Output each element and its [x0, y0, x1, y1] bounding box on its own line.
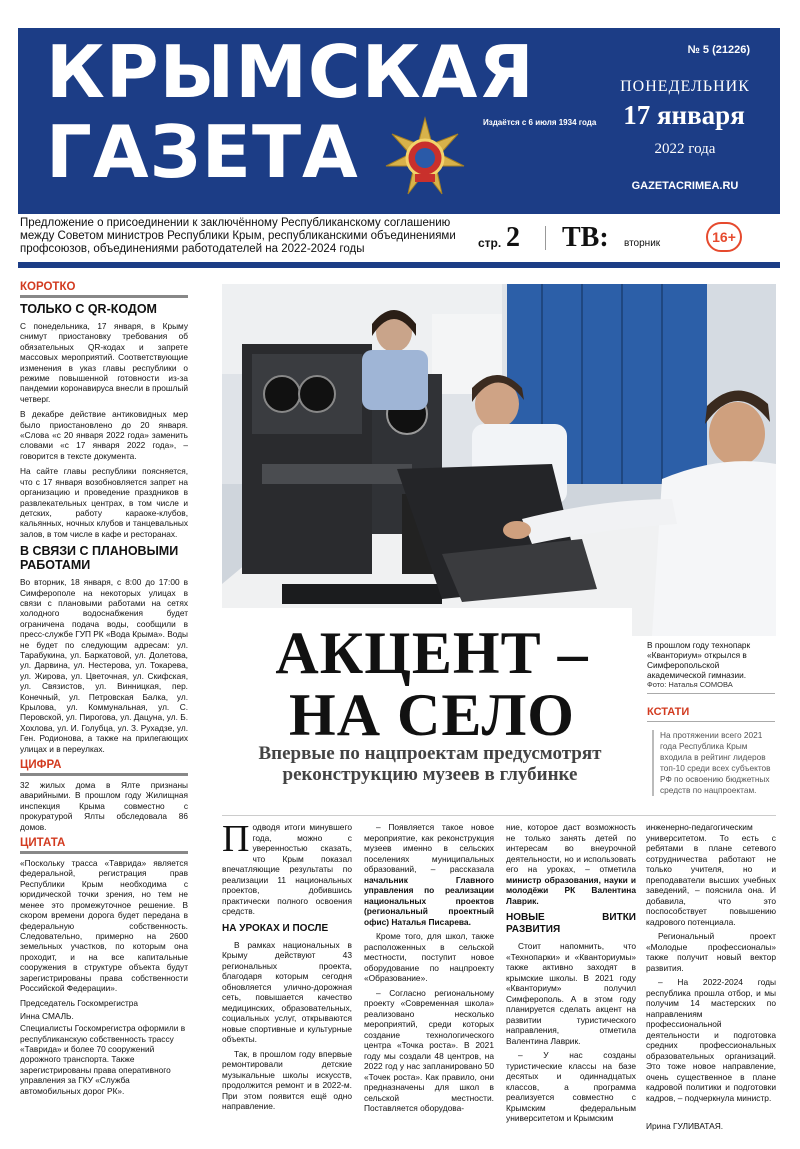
c1-paragraph-2: В рамках национальных в Крыму действуют 43 региональных проекта, благодаря которым сегодня обновляется улично-дорожная сеть, повышается качество медицинских, образовательных, социальных услуг, открываются новые спортивные и культурные объекты. [222, 939, 352, 1044]
kstati-paragraph: На протяжении всего 2021 года Республика Крым входила в рейтинг лидеров топ-10 среди всех субъектов РФ по освоению бюджетных средств по нацпроектам. [652, 730, 776, 796]
c3-paragraph-1: ние, которое даст возможность не только занять детей по интересам во внеурочной деятельности, но и использовать его на уроках, – отметила [506, 822, 636, 874]
issue-date: 17 января [623, 100, 745, 130]
headline-line2: НА СЕЛО [289, 682, 575, 748]
c2-paragraph-2: Кроме того, для школ, также расположенных в сельской местности, поступит новое оборудование по нацпроекту «Образование». [364, 931, 494, 983]
article-column-1 [222, 818, 352, 1116]
c1-paragraph-3: Так, в прошлом году впервые ремонтировали детские музыкальные школы искусств, продолжится ремонт и в 2022-м. При этом появится ещё одно направление. [222, 1048, 352, 1111]
subheading-lessons: НА УРОКАХ И ПОСЛЕ [222, 922, 329, 934]
drop-cap: П [222, 818, 250, 860]
author-byline: Ирина ГУЛИВАТАЯ. [646, 1121, 724, 1131]
technopark-photo [222, 284, 776, 636]
c2-paragraph-3: – Согласно региональному проекту «Современная школа» реализовано несколько мероприятий, среди которых создание технологического центра «Точка роста». В 2021 году мы создали 48 центров, на 2022 год у нас запланировано 50 «Точек роста». Как правило, они предназначены для школ в сельской местности. Поставляется оборудова- [364, 987, 494, 1113]
section-tag-briefly: КОРОТКО [20, 281, 188, 298]
photo-caption-text: В прошлом году технопарк «Кванториум» открылся в Симферопольской академической гимназии. [647, 640, 751, 680]
headline-line1: АКЦЕНТ – [275, 620, 589, 686]
article-subheadline: Впервые по нацпроектам предусмотрят реконструкцию музеев в глубинке [258, 743, 602, 785]
weekday: ПОНЕДЕЛЬНИК [620, 78, 750, 95]
article-column-3 [506, 822, 636, 1128]
body-rule [222, 815, 776, 816]
c3-paragraph-3: – У нас созданы туристические классы на базе десятых и одиннадцатых классов, а программа реализуется совместно с Крымским федеральным университетом и Крымским [506, 1050, 636, 1123]
photo-caption [647, 640, 775, 689]
page-label: стр. [478, 236, 502, 250]
issue-number: № 5 (21226) [687, 44, 750, 56]
c3-paragraph-2: Стоит напомнить, что «Технопарки» и «Кванториумы» также активно заходят в крымские школы. В 2021 году «Кванториум» получил Симферополь. А в этом году планируется сделать акцент на развитии туристического направления, отметила Валентина Лаврик. [506, 941, 636, 1046]
quote-author-title: Председатель Госкомрегистра [20, 998, 139, 1009]
newspaper-title-line1: КРЫМСКАЯ [46, 30, 535, 114]
article-column-2 [364, 822, 494, 1118]
left-column [20, 281, 188, 1098]
c4-paragraph-1: инженерно-педагогическим университетом. То есть с ребятами в плане сетевого сотрудничества работают не только учителя, но и преподаватели высших учебных заведений, – пояснила она. И добавила, что это поспособствует повышению кадрового потенциала. [646, 822, 776, 927]
qr-heading: ТОЛЬКО С QR-КОДОМ [20, 302, 157, 316]
works-paragraph: Во вторник, 18 января, с 8:00 до 17:00 в Симферополе на некоторых улицах в связи с плановыми работами на сетях холодного водоснабжения будет ограничена подача воды, сообщили в пресс-службе ГУП РК «Вода Крыма». Воды не будет по следующим адресам: ул. Тарабукина, ул. Баркатовой, ул. Долетова, ул. Дарвина, ул. Нестерова, ул. Токарева, ул. Жирова, ул. Цветочная, ул. Скифская, ул. Связистов, ул. Винницкая, пер. Конечный, ул. Петровская Балка, ул. Крылова, ул. Коммунальная, ул. С. Перовской, ул. Пирогова, ул. Дацуна, ул. Б. Хохлова, ул. И. Голубца, ул. З. Рухадзе, ул. Ген. Родионова, а также на прилегающих улицах и в переулках. [20, 577, 189, 754]
newspaper-title-line2: ГАЗЕТА [46, 110, 359, 194]
c3-bold-source: министр образования, науки и молодёжи РК Валентина Лаврик. [506, 874, 636, 906]
front-teaser: Предложение о присоединении к заключённому Республиканскому соглашению между Советом министров Республики Крым, республиканскими объединениями профсоюзов, объединениями работодателей на 2022-2024 годы [20, 217, 456, 255]
section-tag-kstati: КСТАТИ [647, 706, 775, 722]
article-column-4 [646, 822, 776, 1107]
article-headline [222, 622, 642, 746]
works-heading: В СВЯЗИ С ПЛАНОВЫМИ РАБОТАМИ [20, 544, 179, 573]
side-rule [647, 693, 775, 694]
figure-paragraph: 32 жилых дома в Ялте признаны аварийными. В прошлом году Жилищная инспекция Крыма совместно с прокуратурой Ялты обследовала 86 домов. [20, 780, 188, 832]
age-rating-badge: 16+ [706, 222, 742, 252]
divider [545, 226, 546, 250]
c2-paragraph-1: – Появляется такое новое мероприятие, как реконструкция музеев именно в сельских поселениях муниципальных образований, – рассказала [364, 822, 494, 874]
c2-bold-source: начальник Главного управления по реализации национальных проектов (региональный проектный офис) Наталья Писарева. [364, 874, 494, 927]
qr-paragraph-2: В декабре действие антиковидных мер было приостановлено до 20 января. «Слова «с 20 января 2022 года» заменить словами «с 17 января 2022 года», – говорится в тексте документа. [20, 409, 188, 461]
tv-label: ТВ: [562, 222, 609, 253]
website: GAZETACRIMEA.RU [631, 180, 739, 192]
quote-note: Специалисты Госкомрегистра оформили в республиканскую собственность трассу «Таврида» и более 70 сооружений дорожного транспорта. Также зарегистрированы права оперативного управления за ГКУ «Служба автомобильных дорог РК». [20, 1023, 186, 1096]
qr-paragraph-1: С понедельника, 17 января, в Крыму снимут приостановку требования об обязательных QR-кодах и запрете массовых мероприятий. Соответствующие изменения в указ главы республики о режиме повышенной готовности из-за пандемии коронавируса внесли в прошлый четверг. [20, 321, 188, 404]
quote-author-name: Инна СМАЛЬ. [20, 1010, 74, 1021]
award-emblem-icon [384, 116, 466, 198]
c4-paragraph-2: Региональный проект «Молодые профессионалы» также получит новый вектор развития. [646, 931, 776, 973]
section-tag-figure: ЦИФРА [20, 759, 188, 776]
masthead [18, 28, 780, 214]
c4-paragraph-3: – На 2022-2024 годы республика прошла отбор, и мы получим 14 мастерских по направлениям профессиональной деятельности и подготовка средних профессиональных образовательных организаций. Это тоже новое направление, очень существенное в плане кадровой политики и подготовки кадров, – подчеркнула министр. [646, 977, 776, 1103]
tv-day: вторник [624, 238, 661, 249]
since-note: Издаётся с 6 июля 1934 года [483, 118, 597, 127]
issue-year: 2022 года [654, 141, 716, 157]
page-number: 2 [506, 222, 520, 253]
c1-paragraph-1: одводя итоги минувшего года, можно с уверенностью сказать, что Крым показал впечатляющие результаты по реализации 11 национальных проектов, добившись практически полного освоения средств. [222, 822, 352, 916]
subheading-development: НОВЫЕ ВИТКИ РАЗВИТИЯ [506, 912, 636, 935]
qr-paragraph-3: На сайте главы республики поясняется, что с 17 января возобновляется запрет на организацию и проведение праздников в развлекательных центрах, в том числе и детских, работу караоке-клубов, кальянных, ночных клубов и танцевальных залов, в том числе в кафе и ресторанах. [20, 466, 188, 539]
blue-rule [18, 262, 780, 268]
section-tag-quote: ЦИТАТА [20, 837, 188, 854]
photo-credit: Фото: Наталья СОМОВА [647, 680, 733, 689]
quote-paragraph: «Поскольку трасса «Таврида» является федеральной, регистрация прав Республики Крым необходима с юридической точки зрения, но тем не менее это промежуточное решение. В скором времени дорога будет передана в федеральную собственность. Следовательно, примерно на 2600 земельных участков, по которым она проходит, и на все капитальные сооружения в структуре объекта будут зарегистрированы права собственности Российской Федерации». [20, 858, 188, 993]
